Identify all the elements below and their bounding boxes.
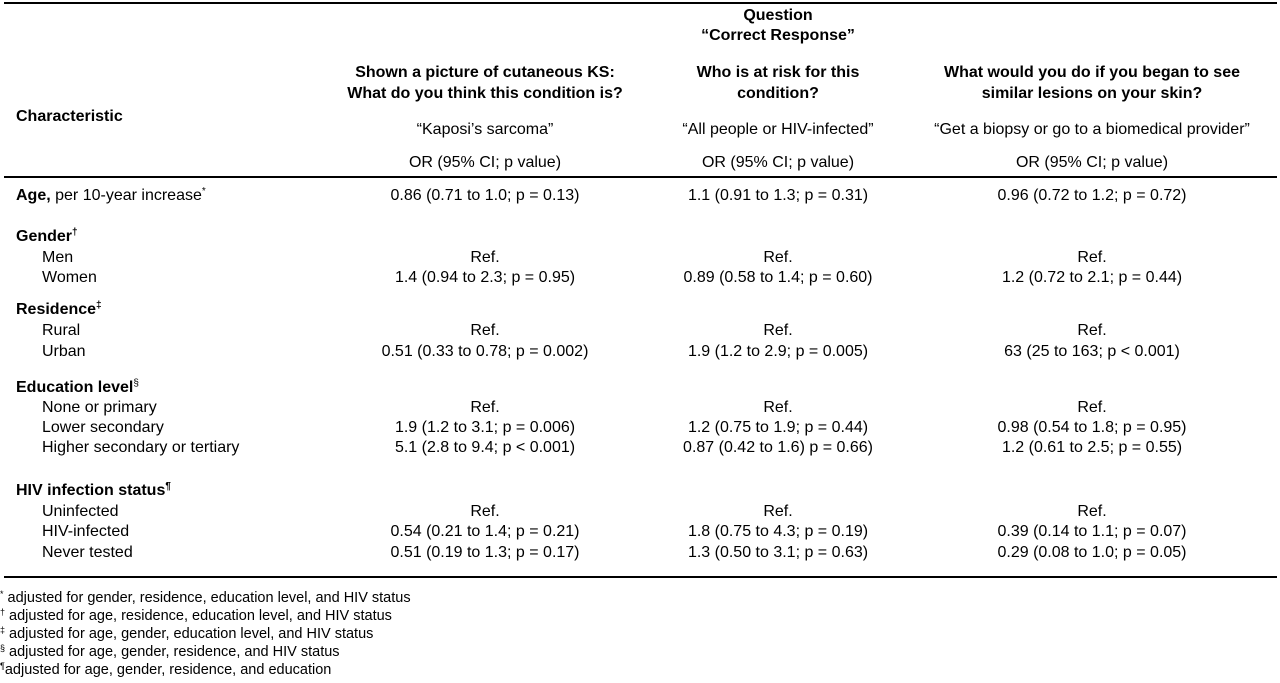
col1-question-line2: What do you think this condition is? xyxy=(347,85,623,102)
gender-footnote-mark: † xyxy=(72,227,78,238)
residence-label-text: Residence xyxy=(16,301,97,318)
row-label-men: Men xyxy=(42,249,74,266)
urban-col1-value: 0.51 (0.33 to 0.78; p = 0.002) xyxy=(381,343,589,360)
higher-secondary-col1-value: 5.1 (2.8 to 9.4; p < 0.001) xyxy=(394,439,576,456)
none-primary-col2-value: Ref. xyxy=(763,399,793,416)
footnote-mark: † xyxy=(0,607,6,617)
characteristic-heading: Characteristic xyxy=(16,108,123,125)
row-label-uninfected: Uninfected xyxy=(42,503,119,520)
col2-stat-label: OR (95% CI; p value) xyxy=(701,154,855,171)
higher-secondary-col3-value: 1.2 (0.61 to 2.5; p = 0.55) xyxy=(1001,439,1183,456)
footnote-age xyxy=(0,589,411,607)
col2-question-line2: condition? xyxy=(737,85,819,102)
men-col3-value: Ref. xyxy=(1077,249,1107,266)
hiv-label-text: HIV infection status xyxy=(16,482,166,499)
gender-label-text: Gender xyxy=(16,228,73,245)
age-footnote-mark: * xyxy=(201,186,206,197)
footnote-mark: ¶ xyxy=(0,661,5,671)
footnote-mark: ‡ xyxy=(0,625,6,635)
header-bottom-rule xyxy=(4,176,1277,178)
women-col3-value: 1.2 (0.72 to 2.1; p = 0.44) xyxy=(1001,269,1183,286)
footnote-education xyxy=(0,643,340,661)
never-tested-col3-value: 0.29 (0.08 to 1.0; p = 0.05) xyxy=(997,544,1187,561)
col1-question-line1: Shown a picture of cutaneous KS: xyxy=(355,64,615,81)
row-label-lower-secondary: Lower secondary xyxy=(42,419,164,436)
row-label-higher-secondary: Higher secondary or tertiary xyxy=(42,439,240,456)
education-group-label xyxy=(16,378,139,398)
row-label-hiv-infected: HIV-infected xyxy=(42,523,130,540)
age-label xyxy=(16,186,206,206)
women-col1-value: 1.4 (0.94 to 2.3; p = 0.95) xyxy=(394,269,576,286)
women-col2-value: 0.89 (0.58 to 1.4; p = 0.60) xyxy=(683,269,873,286)
never-tested-col1-value: 0.51 (0.19 to 1.3; p = 0.17) xyxy=(390,544,580,561)
age-col3-value: 0.96 (0.72 to 1.2; p = 0.72) xyxy=(997,187,1187,204)
col2-question-line1: Who is at risk for this xyxy=(696,64,860,81)
higher-secondary-col2-value: 0.87 (0.42 to 1.6) p = 0.66) xyxy=(683,439,873,456)
rural-col2-value: Ref. xyxy=(763,322,793,339)
uninfected-col2-value: Ref. xyxy=(763,503,793,520)
table-bottom-rule xyxy=(4,576,1277,578)
residence-group-label xyxy=(16,300,102,320)
residence-footnote-mark: ‡ xyxy=(96,300,102,311)
correct-response-heading: “Correct Response” xyxy=(701,27,855,44)
row-label-urban: Urban xyxy=(42,343,86,360)
uninfected-col1-value: Ref. xyxy=(470,503,500,520)
hiv-infected-col1-value: 0.54 (0.21 to 1.4; p = 0.21) xyxy=(390,523,580,540)
row-label-women: Women xyxy=(42,269,97,286)
footnote-residence xyxy=(0,625,373,643)
row-label-none-primary: None or primary xyxy=(42,399,157,416)
footnote-text: adjusted for age, gender, residence, and education xyxy=(4,662,332,678)
education-footnote-mark: § xyxy=(133,378,139,389)
none-primary-col3-value: Ref. xyxy=(1077,399,1107,416)
footnote-text: adjusted for age, gender, education level, and HIV status xyxy=(5,626,374,642)
col2-correct-response: “All people or HIV-infected” xyxy=(682,121,874,138)
footnote-mark: * xyxy=(0,589,4,599)
gender-group-label xyxy=(16,227,78,247)
hiv-infected-col3-value: 0.39 (0.14 to 1.1; p = 0.07) xyxy=(997,523,1187,540)
education-label-text: Education level xyxy=(16,379,134,396)
lower-secondary-col3-value: 0.98 (0.54 to 1.8; p = 0.95) xyxy=(997,419,1187,436)
col3-correct-response: “Get a biopsy or go to a biomedical provider” xyxy=(934,121,1250,138)
men-col1-value: Ref. xyxy=(470,249,500,266)
uninfected-col3-value: Ref. xyxy=(1077,503,1107,520)
footnote-text: adjusted for gender, residence, education level, and HIV status xyxy=(3,590,411,606)
rural-col1-value: Ref. xyxy=(470,322,500,339)
never-tested-col2-value: 1.3 (0.50 to 3.1; p = 0.63) xyxy=(687,544,869,561)
age-col1-value: 0.86 (0.71 to 1.0; p = 0.13) xyxy=(390,187,580,204)
none-primary-col1-value: Ref. xyxy=(470,399,500,416)
hiv-infected-col2-value: 1.8 (0.75 to 4.3; p = 0.19) xyxy=(687,523,869,540)
footnote-gender xyxy=(0,607,392,625)
lower-secondary-col2-value: 1.2 (0.75 to 1.9; p = 0.44) xyxy=(687,419,869,436)
footnote-hiv xyxy=(0,661,331,679)
footnote-mark: § xyxy=(0,643,6,653)
rural-col3-value: Ref. xyxy=(1077,322,1107,339)
footnote-text: adjusted for age, gender, residence, and HIV status xyxy=(5,644,340,660)
age-label-rest: per 10-year increase xyxy=(50,187,202,204)
hiv-group-label xyxy=(16,481,171,501)
lower-secondary-col1-value: 1.9 (1.2 to 3.1; p = 0.006) xyxy=(394,419,576,436)
question-heading: Question xyxy=(743,7,813,24)
men-col2-value: Ref. xyxy=(763,249,793,266)
col3-question-line2: similar lesions on your skin? xyxy=(981,85,1203,102)
age-col2-value: 1.1 (0.91 to 1.3; p = 0.31) xyxy=(687,187,869,204)
col3-question-line1: What would you do if you began to see xyxy=(944,64,1240,81)
urban-col2-value: 1.9 (1.2 to 2.9; p = 0.005) xyxy=(687,343,869,360)
age-label-bold: Age, xyxy=(16,187,51,204)
col1-correct-response: “Kaposi’s sarcoma” xyxy=(416,121,554,138)
urban-col3-value: 63 (25 to 163; p < 0.001) xyxy=(1004,343,1180,360)
col1-stat-label: OR (95% CI; p value) xyxy=(408,154,562,171)
row-label-never-tested: Never tested xyxy=(42,544,133,561)
table-top-rule xyxy=(4,2,1277,4)
hiv-footnote-mark: ¶ xyxy=(165,481,171,492)
row-label-rural: Rural xyxy=(42,322,81,339)
col3-stat-label: OR (95% CI; p value) xyxy=(1015,154,1169,171)
footnote-text: adjusted for age, residence, education level, and HIV status xyxy=(5,608,392,624)
